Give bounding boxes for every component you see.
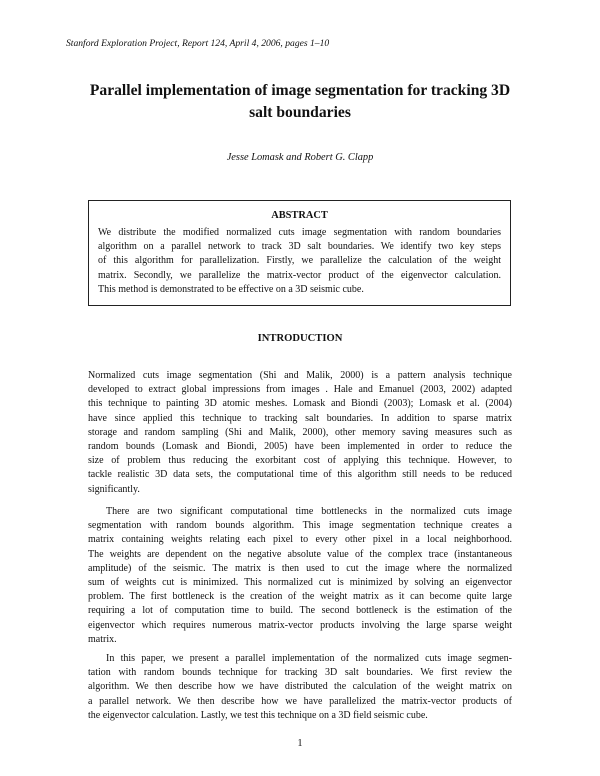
- paper-title-line-1: Parallel implementation of image segmentation for tracking 3D: [89, 82, 511, 99]
- paragraph-line: size of problem thus reducing the exorbitant cost of applying this technique. However, to: [88, 455, 512, 467]
- paragraph-line: significantly.: [88, 483, 140, 495]
- intro-paragraph-2: [88, 505, 512, 647]
- paragraph-line: storage and random sampling (Shi and Malik, 2000), other memory saving measures such as: [88, 426, 512, 438]
- abstract-box: [88, 200, 511, 306]
- paragraph-line: algorithm. We then describe how we have distributed the calculation of the weight matrix on: [88, 681, 512, 693]
- abstract-body: [98, 226, 501, 297]
- abstract-line: matrix. Secondly, we parallelize the matrix-vector product of the eigenvector calculation.: [98, 269, 501, 281]
- section-heading-introduction: INTRODUCTION: [257, 333, 343, 344]
- abstract-line: We distribute the modified normalized cuts image segmentation with random boundaries: [98, 227, 501, 238]
- paragraph-line: have since applied this technique to tracking salt boundaries. In addition to sparse matrix: [88, 412, 512, 424]
- paragraph-line: a parallel network. We then describe how we have parallelized the matrix-vector products of: [88, 695, 512, 707]
- paragraph-line: matrix.: [88, 633, 117, 645]
- paragraph-line: requiring a lot of computation time to build. The second bottleneck is the estimation of the: [88, 605, 512, 617]
- paragraph-line: The weights are dependent on the negative absolute value of the complex trace (instantaneous: [88, 548, 512, 560]
- paragraph-line: problem. The first bottleneck is the creation of the weight matrix as it can become quite large: [88, 591, 512, 603]
- abstract-line: of this algorithm for parallelization. Firstly, we parallelize the calculation of the weight: [98, 255, 501, 267]
- paper-authors: Jesse Lomask and Robert G. Clapp: [226, 152, 374, 163]
- running-head: Stanford Exploration Project, Report 124, April 4, 2006, pages 1–10: [66, 38, 330, 49]
- paragraph-line: amplitude) of the seismic. The matrix is then used to cut the image where the normalized: [88, 562, 512, 574]
- abstract-line: algorithm on a parallel network to track 3D salt boundaries. We identify two key steps: [98, 241, 501, 253]
- paragraph-line: sum of weights cut is minimized. This normalized cut is minimized by solving an eigenvector: [88, 576, 512, 588]
- paragraph-line: developed to extract global impressions from images . Hale and Emanuel (2003, 2002) adapted: [88, 384, 512, 396]
- page-number: 1: [297, 738, 303, 749]
- paragraph-line: the eigenvector calculation. Lastly, we test this technique on a 3D field seismic cube.: [88, 709, 428, 721]
- paragraph-line: Normalized cuts image segmentation (Shi and Malik, 2000) is a pattern analysis technique: [88, 370, 512, 381]
- paragraph-line: tackle realistic 3D data sets, the computational time of this algorithm still needs to be reduced: [88, 469, 512, 481]
- paper-title-line-2: salt boundaries: [249, 104, 351, 121]
- abstract-heading: ABSTRACT: [271, 210, 328, 221]
- paragraph-line: There are two significant computational time bottlenecks in the normalized cuts image: [106, 506, 512, 517]
- paragraph-line: In this paper, we present a parallel implementation of the normalized cuts image segmen-: [106, 653, 512, 664]
- paragraph-line: this technique to painting 3D atomic meshes. Lomask and Biondi (2003); Lomask et al. (2004): [88, 398, 512, 410]
- intro-paragraph-1: [88, 369, 512, 497]
- paragraph-line: random bounds (Lomask and Biondi, 2005) have been implemented in order to reduce the: [88, 440, 512, 452]
- abstract-line: This method is demonstrated to be effective on a 3D seismic cube.: [98, 283, 364, 295]
- paper-title: [60, 80, 540, 124]
- paragraph-line: eigenvector which requires numerous matrix-vector products involving the large sparse weight: [88, 619, 512, 631]
- intro-paragraph-3: [88, 652, 512, 723]
- paragraph-line: segmentation with random bounds algorithm. This image segmentation technique creates a: [88, 520, 512, 532]
- paragraph-line: matrix containing weights relating each pixel to every other pixel in a local neighborhood.: [88, 534, 512, 546]
- paragraph-line: tation with random bounds technique for tracking 3D salt boundaries. We first review the: [88, 667, 512, 679]
